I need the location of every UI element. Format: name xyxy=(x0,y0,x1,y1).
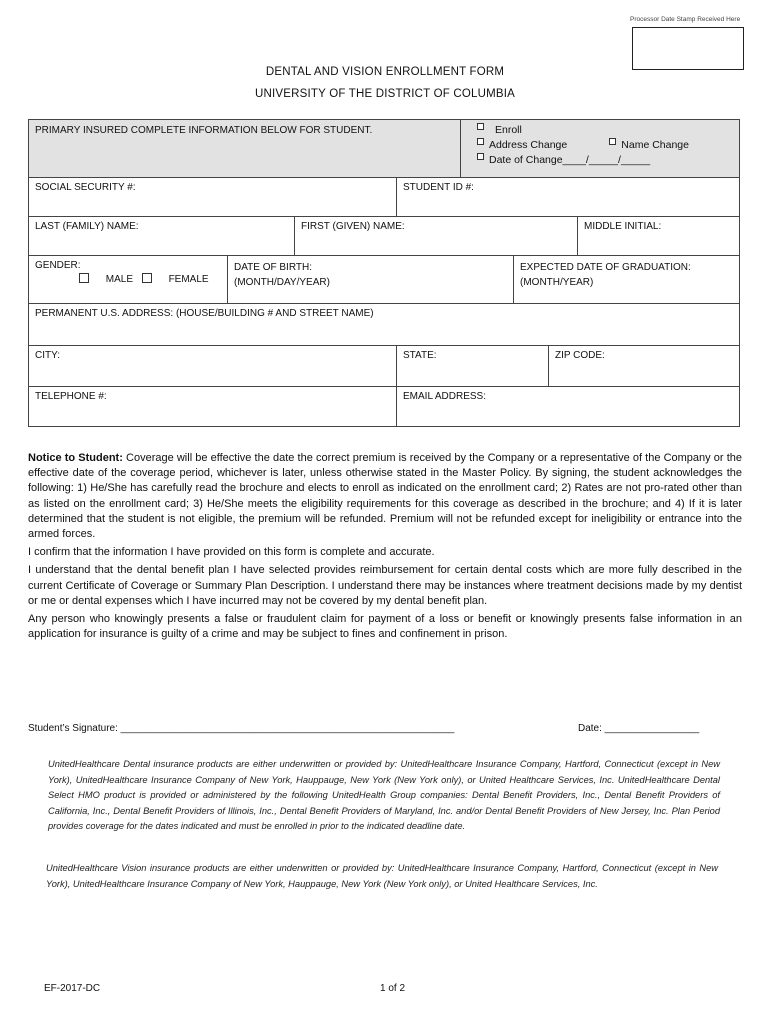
dental-understanding-paragraph: I understand that the dental benefit plan I have selected provides reimbursement for certain dental costs which are more fully described in the current Certificate of Coverage or Summary Plan Description. I understand there may be instances where treatment decisions made by my dentist or me or dental expenses which I have incurred may not be covered by my dental benefit plan. xyxy=(28,564,742,607)
middle-initial-field[interactable] xyxy=(577,217,739,255)
gender-field xyxy=(29,256,227,303)
city-field[interactable] xyxy=(29,346,396,386)
notice-paragraph xyxy=(28,451,742,542)
email-label: EMAIL ADDRESS: xyxy=(403,391,486,402)
dob-format: (MONTH/DAY/YEAR) xyxy=(234,277,330,288)
male-label: MALE xyxy=(105,274,134,285)
student-id-label: STUDENT ID #: xyxy=(403,182,474,193)
form-title: DENTAL AND VISION ENROLLMENT FORM xyxy=(265,66,505,78)
middle-initial-label: MIDDLE INITIAL: xyxy=(584,221,662,232)
page-number: 1 of 2 xyxy=(380,983,406,994)
address-change-checkbox[interactable] xyxy=(477,138,484,145)
notice-text: Coverage will be effective the date the correct premium is received by the Company or a representative of the Company or the effective date of the coverage period, whichever is later, unless otherwise stated in the Master Policy. By signing, the student acknowledges the following: 1) He/She has carefully read the brochure and elects to enroll as indicated on the enrollment card; 2) Rates are not pro-rated other than as listed on the enrollment card; 3) He/She meets the eligibility requirements for this coverage as described in the brochure; and 4) If it is later determined that the student is not eligible, the premium will be refunded. Premium will not be refunded except for ineligibility or entrance into the armed forces. xyxy=(28,452,742,541)
enroll-checkbox[interactable] xyxy=(477,123,484,130)
male-checkbox[interactable] xyxy=(79,273,89,283)
address-label: PERMANENT U.S. ADDRESS: (HOUSE/BUILDING # AND STREET NAME) xyxy=(35,308,374,319)
date-of-change-label[interactable]: Date of Change____/_____/_____ xyxy=(489,154,651,166)
student-signature-line[interactable]: Student’s Signature: ____________________________________________________________ xyxy=(28,723,455,734)
email-field[interactable] xyxy=(396,387,739,426)
state-label: STATE: xyxy=(403,350,437,361)
last-name-label: LAST (FAMILY) NAME: xyxy=(35,221,139,232)
state-field[interactable] xyxy=(396,346,548,386)
address-change-label: Address Change xyxy=(489,139,568,151)
dob-label: DATE OF BIRTH: xyxy=(234,262,312,273)
graduation-format: (MONTH/YEAR) xyxy=(520,277,594,288)
date-of-change-checkbox[interactable] xyxy=(477,153,484,160)
form-subtitle: UNIVERSITY OF THE DISTRICT OF COLUMBIA xyxy=(255,88,515,100)
confirm-paragraph: I confirm that the information I have provided on this form is complete and accurate. xyxy=(28,546,435,559)
name-change-checkbox[interactable] xyxy=(609,138,616,145)
zip-label: ZIP CODE: xyxy=(555,350,605,361)
address-field[interactable] xyxy=(29,304,739,345)
last-name-field[interactable] xyxy=(29,217,294,255)
city-label: CITY: xyxy=(35,350,61,361)
form-code: EF-2017-DC xyxy=(44,983,101,994)
name-change-label: Name Change xyxy=(621,139,689,151)
fraud-warning-paragraph: Any person who knowingly presents a false or fraudulent claim for payment of a loss or benefit or knowingly presents false information in an application for insurance is guilty of a crime and may be subject to fines and confinement in prison. xyxy=(28,613,742,641)
student-id-field[interactable] xyxy=(396,178,739,216)
dob-field[interactable] xyxy=(227,256,513,303)
signature-date-line[interactable]: Date: _________________ xyxy=(578,723,700,734)
zip-field[interactable] xyxy=(548,346,739,386)
first-name-field[interactable] xyxy=(294,217,577,255)
graduation-field[interactable] xyxy=(513,256,739,303)
vision-disclaimer: UnitedHealthcare Vision insurance products are either underwritten or provided by: UnitedHealthcare Insurance Company, Hartford, Connecticut (except in New York), UnitedHealthcare Insurance Company of New York, Hauppauge, New York (New York only), or United Healthcare Services, Inc. xyxy=(46,863,718,889)
ssn-field[interactable] xyxy=(29,178,396,216)
graduation-label: EXPECTED DATE OF GRADUATION: xyxy=(520,262,691,273)
female-label: FEMALE xyxy=(168,274,209,285)
female-checkbox[interactable] xyxy=(142,273,152,283)
telephone-label: TELEPHONE #: xyxy=(35,391,107,402)
first-name-label: FIRST (GIVEN) NAME: xyxy=(301,221,405,232)
notice-heading: Notice to Student: xyxy=(28,452,123,464)
enrollment-form xyxy=(28,119,740,427)
ssn-label: SOCIAL SECURITY #: xyxy=(35,182,136,193)
dental-disclaimer: UnitedHealthcare Dental insurance products are either underwritten or provided by: UnitedHealthcare Insurance Company, Hartford, Connecticut (except in New York), UnitedHealthcare Insurance Company of New York, Hauppauge, New York (New York only), or United Healthcare Services, Inc. UnitedHealthcare Dental Select HMO product is provided or administered by the following UnitedHealth Group companies: Dental Benefit Providers, Inc., Dental Benefit Providers of California, Inc., Dental Benefit Providers of Illinois, Inc., Dental Benefit Providers of Maryland, Inc. and/or Dental Benefit Providers of New Jersey, Inc. Plan Period provides coverage for the dates indicated and must be enrolled in prior to the indicated deadline date. xyxy=(48,759,720,832)
stamp-label: Processor Date Stamp Received Here xyxy=(630,16,741,23)
enroll-label: Enroll xyxy=(495,124,522,136)
telephone-field[interactable] xyxy=(29,387,396,426)
primary-insured-label: PRIMARY INSURED COMPLETE INFORMATION BELOW FOR STUDENT. xyxy=(29,120,460,177)
stamp-box xyxy=(632,27,744,70)
gender-label: GENDER: xyxy=(35,260,81,271)
notice-section xyxy=(28,451,742,645)
change-options xyxy=(460,120,739,177)
